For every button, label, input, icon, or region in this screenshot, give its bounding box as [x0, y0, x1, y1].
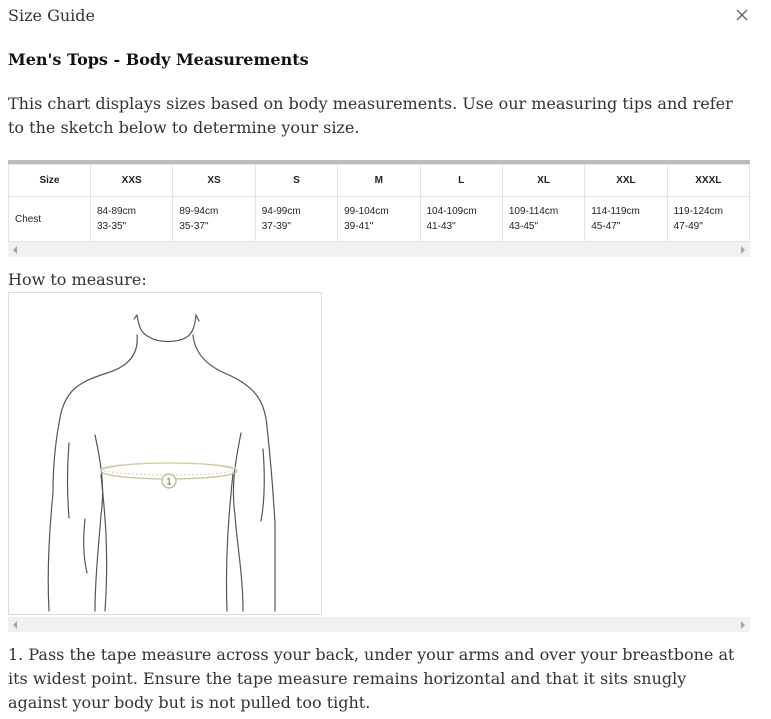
- cm-value: 119-124cm: [673, 206, 723, 217]
- measurement-cell: [91, 197, 173, 242]
- table-header-row: [9, 165, 750, 197]
- cm-value: 94-99cm: [261, 206, 301, 217]
- size-col-header: L: [420, 165, 502, 197]
- torso-illustration: [9, 293, 321, 614]
- inch-value: 39-41": [344, 221, 374, 232]
- inch-value: 41-43": [426, 221, 456, 232]
- measurement-cell: [667, 197, 749, 242]
- size-col-header: S: [255, 165, 337, 197]
- measurement-cell: [420, 197, 502, 242]
- scroll-right-arrow-icon[interactable]: [741, 621, 745, 629]
- marker-number: 1: [166, 476, 172, 487]
- scrollbar-track[interactable]: [8, 617, 750, 632]
- close-button[interactable]: [733, 6, 751, 24]
- section-heading: Men's Tops - Body Measurements: [8, 50, 309, 69]
- cm-value: 99-104cm: [344, 206, 389, 217]
- measurement-cell: [502, 197, 584, 242]
- size-col-header: XXS: [91, 165, 173, 197]
- size-table: [8, 164, 750, 242]
- inch-value: 47-49": [673, 221, 703, 232]
- measurement-cell: [173, 197, 255, 242]
- measurement-cell: [585, 197, 667, 242]
- inch-value: 43-45": [508, 221, 539, 232]
- measure-instruction-1: 1. Pass the tape measure across your back, under your arms and over your breastbone at its widest point. Ensure the tape measure remains horizontal and that it sits snugly against your body but is not pulled too tight.: [8, 645, 735, 712]
- neck-line: [137, 315, 196, 342]
- inch-value: 37-39": [261, 221, 291, 232]
- scroll-right-arrow-icon[interactable]: [741, 246, 745, 254]
- inch-value: 35-37": [179, 221, 209, 232]
- inch-value: 45-47": [591, 221, 621, 232]
- cm-value: 84-89cm: [97, 206, 136, 217]
- size-col-header: XXL: [585, 165, 667, 197]
- intro-text: This chart displays sizes based on body measurements. Use our measuring tips and refer to the sketch below to determine your size.: [8, 94, 733, 137]
- size-col-header: M: [338, 165, 420, 197]
- scroll-left-arrow-icon[interactable]: [13, 621, 17, 629]
- table-row: [9, 197, 750, 242]
- cm-value: 114-119cm: [591, 206, 640, 217]
- figure-horizontal-scrollbar[interactable]: [8, 617, 750, 632]
- size-col-header: XL: [502, 165, 584, 197]
- measurement-cell: [255, 197, 337, 242]
- inch-value: 33-35": [97, 221, 127, 232]
- size-col-header: XXXL: [667, 165, 749, 197]
- table-horizontal-scrollbar[interactable]: [8, 242, 750, 257]
- measurement-cell: [338, 197, 420, 242]
- size-table-container: [8, 160, 750, 257]
- cm-value: 104-109cm: [426, 206, 477, 217]
- row-label-chest: Chest: [9, 197, 91, 242]
- modal-title: Size Guide: [8, 6, 95, 25]
- size-col-header: XS: [173, 165, 255, 197]
- size-header: Size: [9, 165, 91, 197]
- how-to-measure-label: How to measure:: [8, 270, 147, 289]
- close-icon[interactable]: [733, 6, 751, 24]
- cm-value: 89-94cm: [179, 206, 219, 217]
- measurement-sketch: [8, 292, 322, 615]
- cm-value: 109-114cm: [508, 206, 559, 217]
- scroll-left-arrow-icon[interactable]: [13, 246, 17, 254]
